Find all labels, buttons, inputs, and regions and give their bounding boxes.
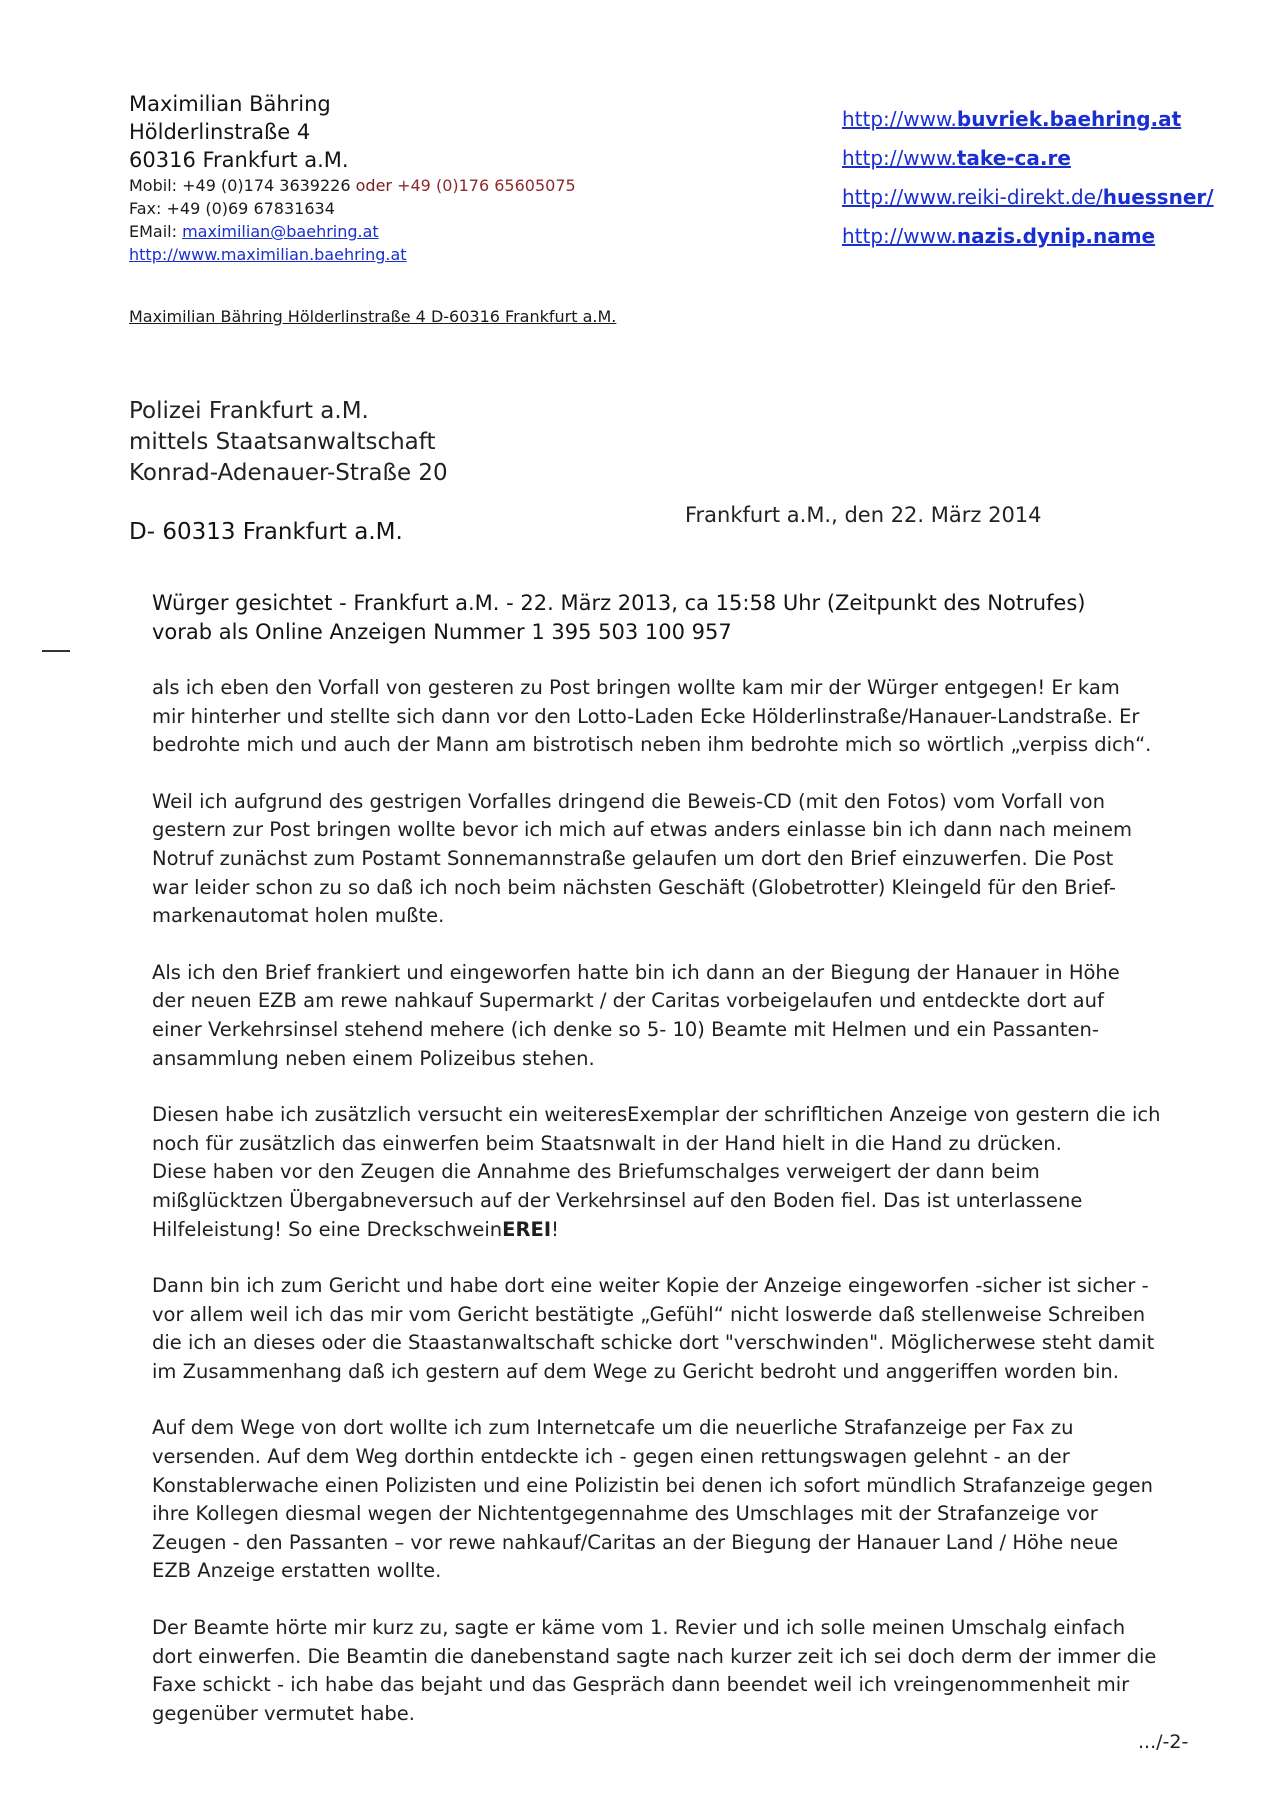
body-line: dort einwerfen. Die Beamtin die danebenstand sagte nach kurzer zeit ich sei doch derm der immer die: [152, 1644, 1157, 1668]
body-line: versenden. Auf dem Weg dorthin entdeckte ich - gegen einen rettungswagen gelehnt - an der: [152, 1445, 1070, 1469]
body-line: war leider schon zu so daß ich noch beim nächsten Geschäft (Globetrotter) Kleingeld für den Brief-: [152, 875, 1116, 899]
body-line: Konstablerwache einen Polizisten und eine Polizistin bei denen ich sofort mündlich Strafanzeige gegen: [152, 1473, 1153, 1497]
sender-city: 60316 Frankfurt a.M.: [129, 148, 349, 172]
body-line: Diese haben vor den Zeugen die Annahme des Briefumschalges verweigert der dann beim: [152, 1160, 1040, 1184]
body-line: Notruf zunächst zum Postamt Sonnemannstraße gelaufen um dort den Brief einzuwerfen. Die Post: [152, 846, 1114, 870]
link-list: [842, 100, 1262, 256]
body-line: Zeugen - den Passanten – vor rewe nahkauf/Caritas an der Biegung der Hanauer Land / Höhe neue: [152, 1530, 1119, 1554]
paragraph-4: [152, 1101, 1202, 1244]
body-line: EZB Anzeige erstatten wollte.: [152, 1559, 442, 1583]
body-line: mißglücktzen Übergabneversuch auf der Verkehrsinsel auf den Boden fiel. Das ist unterlassene: [152, 1188, 1083, 1212]
body-line: Hilfeleistung! So eine DreckschweinEREI!: [152, 1217, 559, 1241]
link-buvriek[interactable]: http://www.buvriek.baehring.at: [842, 107, 1182, 131]
paragraph-2: [152, 788, 1202, 931]
mobil-label: Mobil:: [129, 176, 178, 195]
body-line: gegenüber vermutet habe.: [152, 1701, 415, 1725]
return-address-line: Maximilian Bähring Hölderlinstraße 4 D-60316 Frankfurt a.M.: [129, 307, 617, 326]
body-line: mir hinterher und stellte sich dann vor den Lotto-Laden Ecke Hölderlinstraße/Hanauer-Landstraße. Er: [152, 704, 1140, 728]
sender-name: Maximilian Bähring: [129, 92, 331, 116]
body-line: markenautomat holen mußte.: [152, 904, 445, 928]
sender-email: [129, 220, 689, 243]
link-take-care[interactable]: http://www.take-ca.re: [842, 146, 1071, 170]
recipient-line-2: mittels Staatsanwaltschaft: [129, 429, 436, 455]
mobil-number-2: +49 (0)176 65605075: [397, 176, 576, 195]
recipient-city: D- 60313 Frankfurt a.M.: [129, 519, 403, 545]
body-line: als ich eben den Vorfall von gesteren zu Post bringen wollte kam mir der Würger entgegen! Er kam: [152, 676, 1120, 699]
body-line: gestern zur Post bringen wollte bevor ich mich auf etwas anders einlasse bin ich dann nach meinem: [152, 818, 1132, 842]
letter-body: [152, 674, 1202, 1756]
body-line: Auf dem Wege von dort wollte ich zum Internetcafe um die neuerliche Strafanzeige per Fax zu: [152, 1416, 1074, 1440]
body-line: Als ich den Brief frankiert und eingeworfen hatte bin ich dann an der Biegung der Hanauer in Höhe: [152, 960, 1120, 984]
recipient-line-1: Polizei Frankfurt a.M.: [129, 398, 369, 424]
body-line: einer Verkehrsinsel stehend mehere (ich denke so 5- 10) Beamte mit Helmen und ein Passanten-: [152, 1017, 1099, 1041]
body-line: Weil ich aufgrund des gestrigen Vorfalles dringend die Beweis-CD (mit den Fotos) vom Vorfall von: [152, 789, 1105, 813]
body-line: Dann bin ich zum Gericht und habe dort eine weiter Kopie der Anzeige eingeworfen -sicher ist sicher -: [152, 1274, 1149, 1298]
sender-street: Hölderlinstraße 4: [129, 120, 311, 144]
body-line: ansammlung neben einem Polizeibus stehen.: [152, 1046, 595, 1070]
letter-date: Frankfurt a.M., den 22. März 2014: [685, 503, 1042, 527]
body-line: Der Beamte hörte mir kurz zu, sagte er käme vom 1. Revier und ich solle meinen Umschalg einfach: [152, 1616, 1126, 1640]
subject-line-1: Würger gesichtet - Frankfurt a.M. - 22. März 2013, ca 15:58 Uhr (Zeitpunkt des Notrufes): [152, 591, 1086, 615]
body-line: Faxe schickt - ich habe das bejaht und das Gespräch dann beendet weil ich vreingenommenheit mir: [152, 1673, 1130, 1697]
paragraph-6: [152, 1414, 1202, 1586]
email-label: EMail:: [129, 222, 177, 241]
body-line: ihre Kollegen diesmal wegen der Nichtentgegennahme des Umschlages mit der Strafanzeige vor: [152, 1502, 1098, 1526]
link-reiki[interactable]: http://www.reiki-direkt.de/huessner/: [842, 185, 1214, 209]
paragraph-3: [152, 959, 1202, 1073]
link-nazis-dynip[interactable]: http://www.nazis.dynip.name: [842, 224, 1156, 248]
fold-mark: [42, 650, 70, 652]
paragraph-7: [152, 1614, 1202, 1728]
page-continuation-marker: .../-2-: [1138, 1731, 1189, 1753]
recipient-block: [129, 396, 448, 545]
paragraph-5: [152, 1272, 1202, 1386]
body-line: vor allem weil ich das mir vom Gericht bestätigte „Gefühl“ nicht loswerde daß stellenweise Schreiben: [152, 1302, 1146, 1326]
body-line: Diesen habe ich zusätzlich versucht ein weiteresExemplar der schrifltichen Anzeige von gestern die ich: [152, 1103, 1161, 1127]
sender-fax: Fax: +49 (0)69 67831634: [129, 199, 335, 218]
subject-block: [152, 589, 1152, 647]
website-link[interactable]: http://www.maximilian.baehring.at: [129, 245, 407, 264]
recipient-line-3: Konrad-Adenauer-Straße 20: [129, 460, 448, 486]
oder-text: oder: [355, 176, 392, 195]
sender-block: [129, 90, 689, 266]
body-line: im Zusammenhang daß ich gestern auf dem Wege zu Gericht bedroht und anggeriffen worden bin.: [152, 1359, 1119, 1383]
body-line: noch für zusätzlich das einwerfen beim Staatsnwalt in der Hand hielt in die Hand zu drücken.: [152, 1131, 1062, 1155]
body-line: die ich an dieses oder die Staastanwaltschaft schicke dort "verschwinden". Möglicherwese steht damit: [152, 1331, 1155, 1355]
paragraph-1: [152, 674, 1202, 760]
sender-website: [129, 243, 689, 266]
email-link[interactable]: maximilian@baehring.at: [182, 222, 379, 241]
body-line: der neuen EZB am rewe nahkauf Supermarkt / der Caritas vorbeigelaufen und entdeckte dort auf: [152, 989, 1104, 1013]
sender-mobil: [129, 174, 689, 197]
body-line: bedrohte mich und auch der Mann am bistrotisch neben ihm bedrohte mich so wörtlich „verpiss dich“.: [152, 733, 1152, 757]
subject-line-2: vorab als Online Anzeigen Nummer 1 395 503 100 957: [152, 620, 732, 644]
mobil-number-1: +49 (0)174 3639226: [182, 176, 351, 195]
